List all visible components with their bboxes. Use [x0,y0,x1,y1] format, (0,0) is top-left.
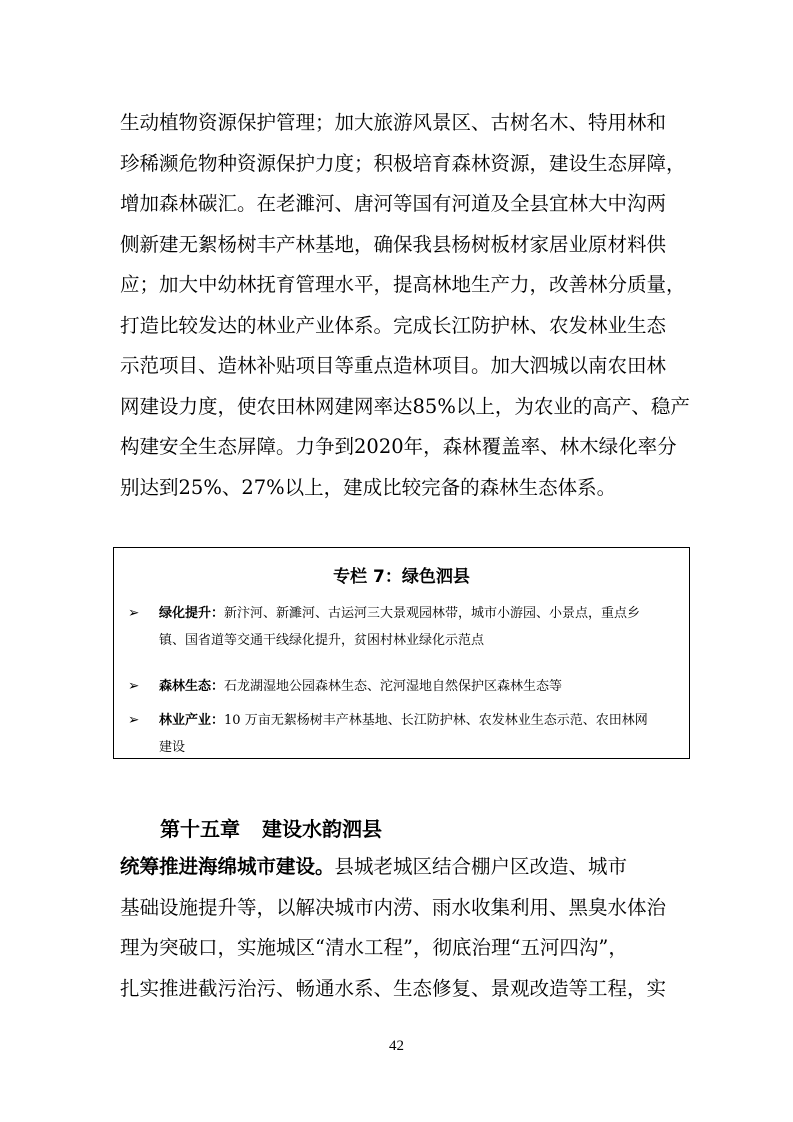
text-line: 构建安全生态屏障。力争到2020年，森林覆盖率、林木绿化率分 [120,435,677,458]
box-title: 专栏 7：绿色泗县 [333,567,470,587]
box-item-text: 建设 [159,740,186,755]
bullet-arrow-icon: ➢ [128,678,140,694]
chapter-title: 建设水韵泗县 [262,817,382,841]
text-line: 生动植物资源保护管理；加大旅游风景区、古树名木、特用林和 [120,111,667,134]
text-line: 扎实推进截污治污、畅通水系、生态修复、景观改造等工程，实 [120,976,667,1000]
bullet-arrow-icon: ➢ [128,712,140,728]
box-item-label: 森林生态： [159,679,225,694]
bullet-arrow-icon: ➢ [128,605,140,621]
text-line: 打造比较发达的林业产业体系。完成长江防护林、农发林业生态 [120,313,667,337]
text-line: 示范项目、造林补贴项目等重点造林项目。加大泗城以南农田林 [120,354,667,377]
box-item-greening [159,600,679,654]
text-line: 增加森林碳汇。在老濉河、唐河等国有河道及全县宜林大中沟两 [120,192,667,215]
box-item-label: 绿化提升： [159,606,225,621]
box-item-text: 10 万亩无絮杨树丰产林基地、长江防护林、农发林业生态示范、农田林网 [224,713,648,728]
chapter-heading [160,813,382,842]
page-number: 42 [389,1038,404,1054]
box-item-forest-ecology [159,673,679,700]
text-line: 网建设力度，使农田林网建网率达85%以上，为农业的高产、稳产 [120,394,690,418]
box-item-text: 石龙湖湿地公园森林生态、沱河湿地自然保护区森林生态等 [224,679,563,694]
box-item-text: 镇、国省道等交通干线绿化提升，贫困村林业绿化示范点 [159,633,485,648]
box-item-forestry-industry [159,707,679,761]
body-paragraph-1 [120,103,690,508]
box-item-text: 新汴河、新濉河、古运河三大景观园林带，城市小游园、小景点，重点乡 [224,606,641,621]
sidebar-box [113,547,690,759]
text-line: 应；加大中幼林抚育管理水平，提高林地生产力，改善林分质量， [120,273,686,296]
text-line: 侧新建无絮杨树丰产林基地，确保我县杨树板材家居业原材料供 [120,232,667,256]
box-item-label: 林业产业： [159,713,225,728]
text-line: 别达到25%、27%以上，建成比较完备的森林生态体系。 [120,475,617,499]
paragraph-lead: 统筹推进海绵城市建设。 [120,855,335,878]
body-paragraph-2 [120,847,680,1009]
text-line: 基础设施提升等，以解决城市内涝、雨水收集利用、黑臭水体治 [120,895,667,919]
text-line: 县城老城区结合棚户区改造、城市 [334,855,628,878]
text-line: 理为突破口，实施城区“清水工程”，彻底治理“五河四沟”， [120,936,628,959]
chapter-number: 第十五章 [160,817,240,841]
text-line: 珍稀濒危物种资源保护力度；积极培育森林资源，建设生态屏障， [120,151,686,175]
